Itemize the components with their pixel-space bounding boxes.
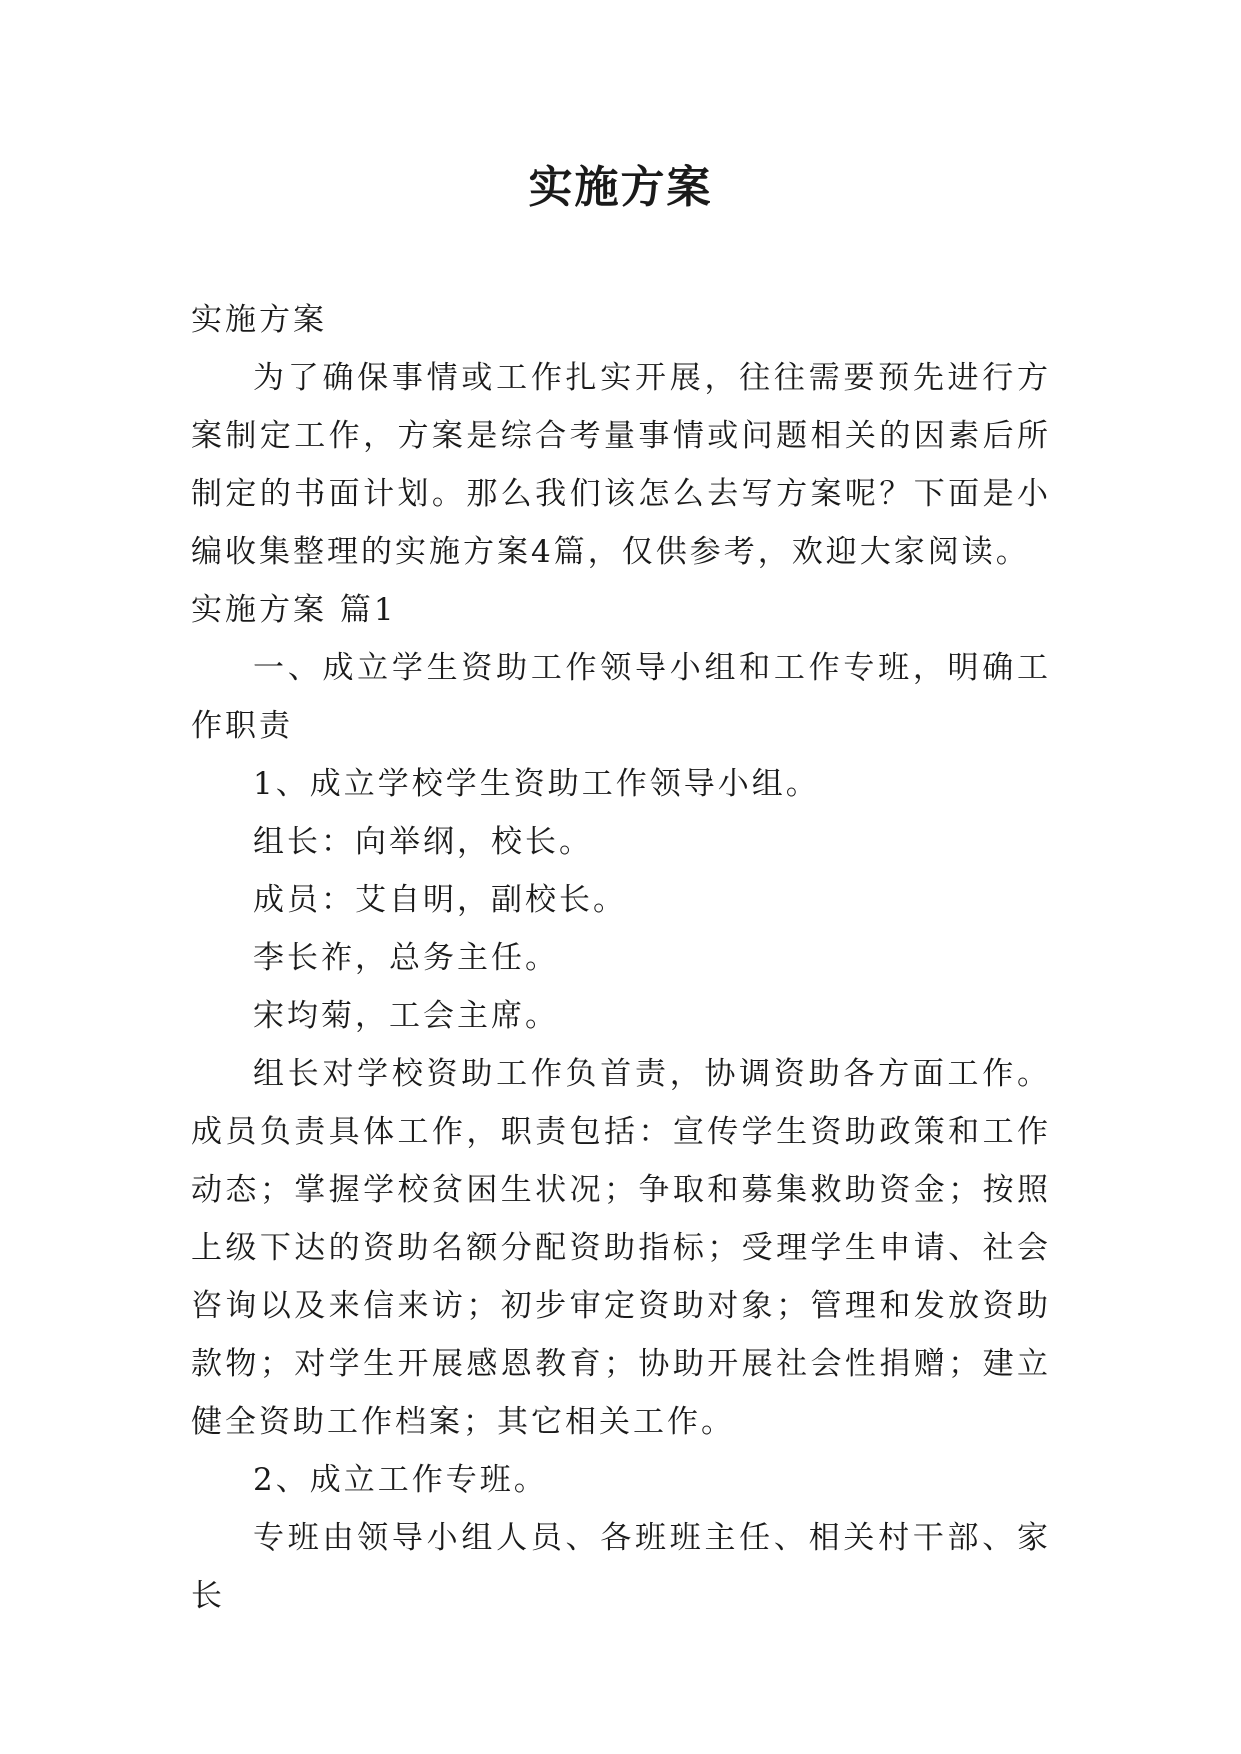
document-title: 实施方案: [528, 162, 713, 213]
section-title: 一、成立学生资助工作领导小组和工作专班，明确工作职责: [191, 650, 1051, 744]
body-paragraph: 组长对学校资助工作负首责，协调资助各方面工作。成员负责具体工作，职责包括：宣传学生资助政策和工作动态；掌握学校贫困生状况；争取和募集救助资金；按照上级下达的资助名额分配资助指标；受理学生申请、社会咨询以及来信来访；初步审定资助对象；管理和发放资助款物；对学生开展感恩教育；协助开展社会性捐赠；建立健全资助工作档案；其它相关工作。: [191, 1056, 1051, 1440]
list-item: 李长祚，总务主任。: [253, 940, 559, 976]
list-item: 1、成立学校学生资助工作领导小组。: [253, 766, 820, 802]
list-item: 成员：艾自明，副校长。: [253, 882, 627, 918]
body-paragraph: 专班由领导小组人员、各班班主任、相关村干部、家长: [191, 1520, 1051, 1614]
intro-paragraph: 为了确保事情或工作扎实开展，往往需要预先进行方案制定工作，方案是综合考量事情或问题相关的因素后所制定的书面计划。那么我们该怎么去写方案呢？下面是小编收集整理的实施方案4篇，仅供参考，欢迎大家阅读。: [191, 360, 1051, 570]
document-body: [191, 291, 1051, 1625]
list-item: 2、成立工作专班。: [253, 1462, 548, 1498]
chapter-heading: 实施方案 篇1: [191, 592, 397, 628]
section-heading: 实施方案: [191, 302, 327, 338]
list-item: 组长：向举纲，校长。: [253, 824, 593, 860]
list-item: 宋均菊，工会主席。: [253, 998, 559, 1034]
